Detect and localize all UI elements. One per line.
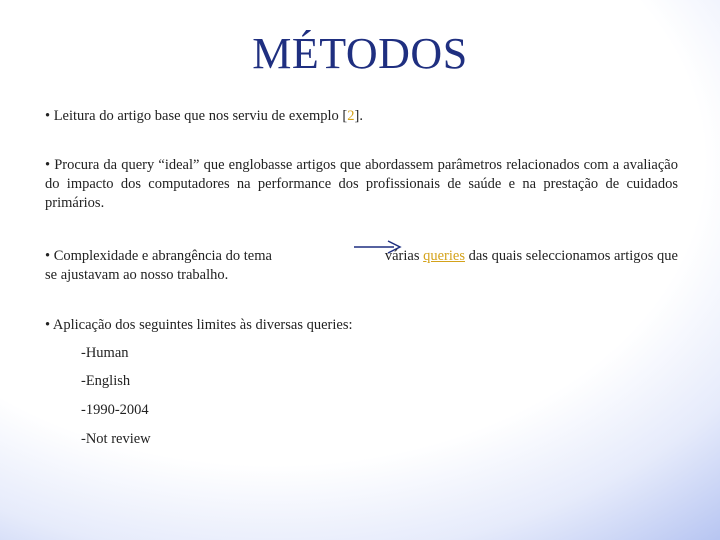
bullet-leitura-end: ]. [354,108,363,124]
bullet-leitura [45,107,678,126]
bullet-leitura-text: • Leitura do artigo base que nos serviu de exemplo [ [45,108,348,124]
bullet-procura: • Procura da query “ideal” que englobasse artigos que abordassem parâmetros relacionados com a avaliação do impacto dos computadores na performance dos profissionais de saúde e na prestação de cuidados primários. [45,157,678,211]
limit-item: -Not review [81,431,151,447]
bullet-complexidade-right [354,247,678,266]
right-suffix: das quais seleccionamos artigos que [464,248,678,264]
limit-item: -1990-2004 [81,402,149,418]
limit-item: -English [81,373,131,389]
right-prefix: várias [384,248,424,264]
bullet-aplicacao: • Aplicação dos seguintes limites às diversas queries: [45,317,353,333]
limit-item: -Human [81,345,129,361]
bullet-complexidade-line2: se ajustavam ao nosso trabalho. [45,267,229,283]
reference-link[interactable]: 2 [347,108,355,124]
queries-link[interactable]: queries [423,248,465,264]
bullet-complexidade-left: • Complexidade e abrangência do tema [45,248,272,264]
slide-title: MÉTODOS [252,29,468,78]
